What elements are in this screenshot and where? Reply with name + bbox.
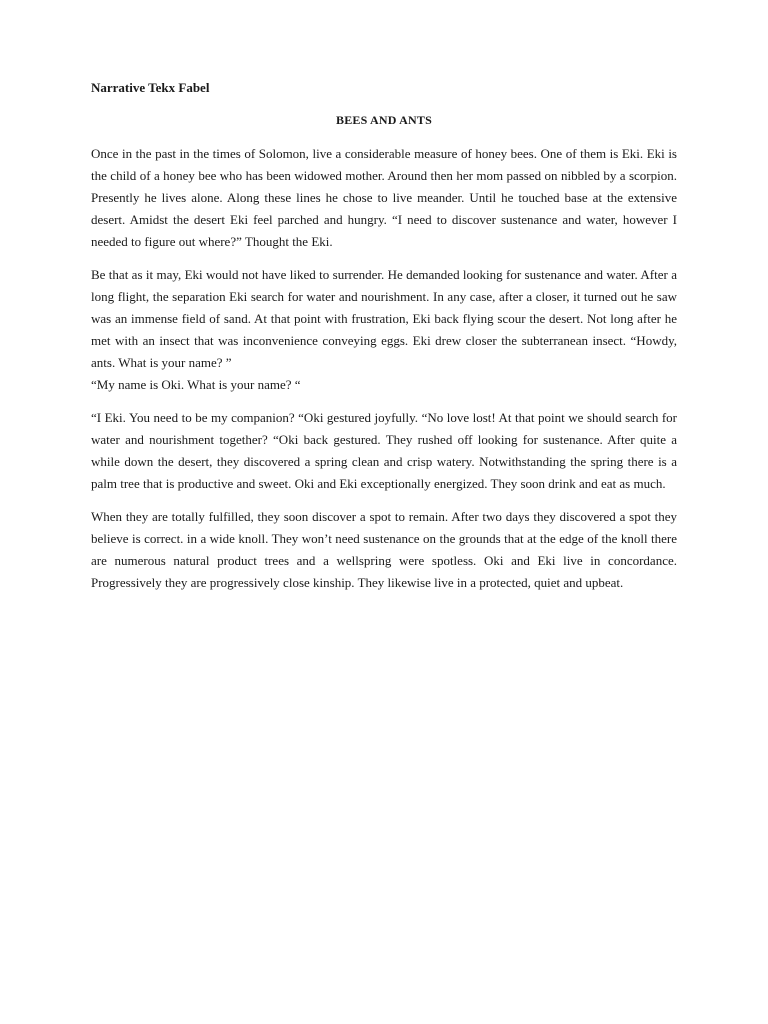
paragraph-1	[91, 143, 677, 253]
paragraph-4	[91, 506, 677, 594]
paragraph-4-text: When they are totally fulfilled, they soon discover a spot to remain. After two days they discovered a spot they believe is correct. in a wide knoll. They won’t need sustenance on the grounds that at the edge of the knoll there are numerous natural product trees and a wellspring were spotless. Oki and Eki live in concordance. Progressively they are progressively close kinship. They likewise live in a protected, quiet and upbeat.	[91, 509, 677, 590]
paragraph-2-dialogue-line: “My name is Oki. What is your name? “	[91, 377, 301, 392]
paragraph-2-text: Be that as it may, Eki would not have liked to surrender. He demanded looking for sustenance and water. After a long flight, the separation Eki search for water and nourishment. In any case, after a closer, it turned out he saw was an immense field of sand. At that point with frustration, Eki back flying scour the desert. Not long after he met with an insect that was inconvenience conveying eggs. Eki drew closer the subterranean insect. “Howdy, ants. What is your name? ”	[91, 267, 677, 370]
paragraph-3	[91, 407, 677, 495]
story-title: BEES AND ANTS	[336, 113, 432, 127]
paragraph-3-text: “I Eki. You need to be my companion? “Oki gestured joyfully. “No love lost! At that point we should search for water and nourishment together? “Oki back gestured. They rushed off looking for sustenance. After quite a while down the desert, they discovered a spring clean and crisp watery. Notwithstanding the spring there is a palm tree that is productive and sweet. Oki and Eki exceptionally energized. They soon drink and eat as much.	[91, 410, 677, 491]
paragraph-2	[91, 264, 677, 396]
document-page	[91, 79, 677, 605]
paragraph-1-text: Once in the past in the times of Solomon, live a considerable measure of honey bees. One of them is Eki. Eki is the child of a honey bee who has been widowed mother. Around then her mom passed on nibbled by a scorpion. Presently he lives alone. Along these lines he chose to live meander. Until he touched base at the extensive desert. Amidst the desert Eki feel parched and hungry. “I need to discover sustenance and water, however I needed to figure out where?” Thought the Eki.	[91, 146, 677, 249]
document-heading: Narrative Tekx Fabel	[91, 80, 210, 95]
